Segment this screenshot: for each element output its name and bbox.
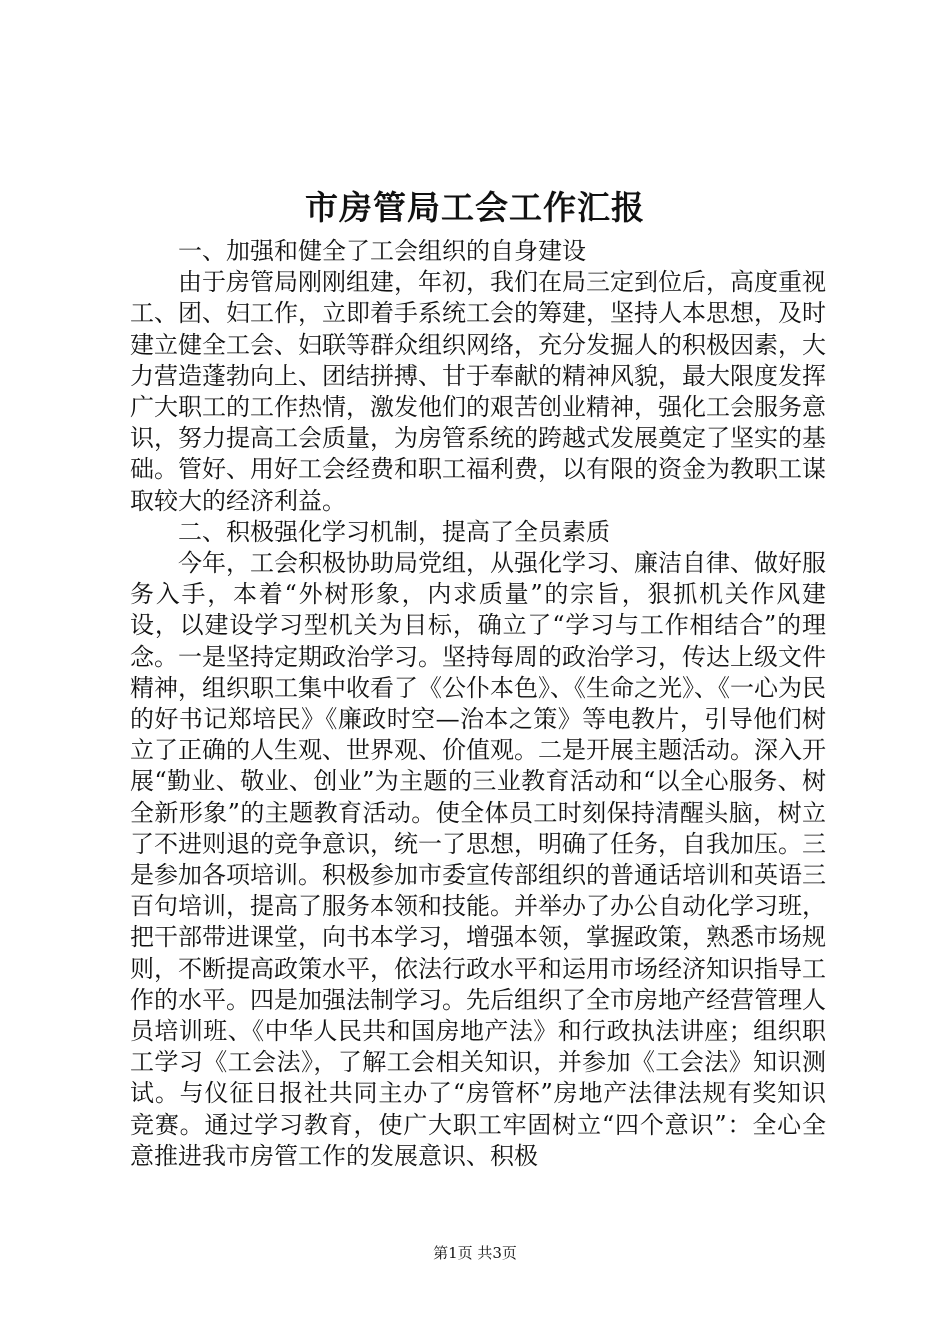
section-heading-1: 一、加强和健全了工会组织的自身建设 xyxy=(178,237,586,265)
section-heading-2: 二、积极强化学习机制，提高了全员素质 xyxy=(178,517,610,546)
paragraph-1: 由于房管局刚刚组建，年初，我们在局三定到位后，高度重视工、团、妇工作，立即着手系统工会的筹建，坚持人本思想，及时建立健全工会、妇联等群众组织网络，充分发掘人的积极因素，大力营造蓬勃向上、团结拼搏、甘于奉献的精神风貌，最大限度发挥广大职工的工作热情，激发他们的艰苦创业精神，强化工会服务意识，努力提高工会质量，为房管系统的跨越式发展奠定了坚实的基础。管好、用好工会经费和职工福利费，以有限的资金为教职工谋取较大的经济利益。 xyxy=(130,268,826,515)
document-body xyxy=(130,236,826,1172)
document-title: 市房管局工会工作汇报 xyxy=(305,188,645,227)
paragraph-2: 今年，工会积极协助局党组，从强化学习、廉洁自律、做好服务入手，本着“外树形象，内求质量”的宗旨，狠抓机关作风建设，以建设学习型机关为目标，确立了“学习与工作相结合”的理念。一是坚持定期政治学习。坚持每周的政治学习，传达上级文件精神，组织职工集中收看了《公仆本色》、《生命之光》、《一心为民的好书记郑培民》《廉政时空—治本之策》等电教片，引导他们树立了正确的人生观、世界观、价值观。二是开展主题活动。深入开展“勤业、敬业、创业”为主题的三业教育活动和“以全心服务、树全新形象”的主题教育活动。使全体员工时刻保持清醒头脑，树立了不进则退的竞争意识，统一了思想，明确了任务，自我加压。三是参加各项培训。积极参加市委宣传部组织的普通话培训和英语三百句培训，提高了服务本领和技能。并举办了办公自动化学习班，把干部带进课堂，向书本学习，增强本领，掌握政策，熟悉市场规则，不断提高政策水平，依法行政水平和运用市场经济知识指导工作的水平。四是加强法制学习。先后组织了全市房地产经营管理人员培训班、《中华人民共和国房地产法》和行政执法讲座；组织职工学习《工会法》，了解工会相关知识，并参加《工会法》知识测试。与仪征日报社共同主办了“房管杯”房地产法律法规有奖知识竞赛。通过学习教育，使广大职工牢固树立“四个意识”：全心全意推进我市房管工作的发展意识、积极 xyxy=(130,549,826,1170)
page-footer: 第1页 共3页 xyxy=(433,1244,517,1262)
